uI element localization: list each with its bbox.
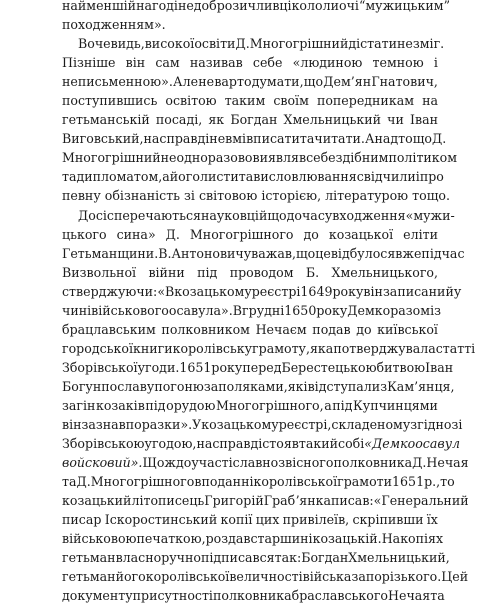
text-line (62, 548, 450, 567)
word: Богун (62, 378, 102, 394)
word: Д. (412, 455, 427, 471)
word: скріпивши (352, 512, 424, 528)
word: Цей (441, 569, 469, 585)
word: сам (155, 55, 180, 71)
word: думати, (251, 74, 304, 90)
word: грудні (242, 302, 285, 318)
word: нагоді (136, 0, 178, 13)
text-line (62, 34, 445, 53)
word: Виговський, (62, 131, 144, 147)
word: сина» (116, 226, 156, 242)
word: подав (312, 321, 351, 337)
word: його (115, 569, 146, 585)
word: Богдан (230, 112, 278, 128)
word: проводом (229, 264, 294, 280)
text-line (62, 396, 438, 415)
word: Купчинцями (353, 397, 438, 413)
word: неодноразово (160, 150, 253, 166)
word: собі (338, 436, 365, 452)
word: під (332, 397, 353, 413)
word: насправді (143, 131, 210, 147)
word: Нечая (388, 588, 431, 604)
word: та (430, 588, 445, 604)
word: літературою (325, 188, 409, 204)
word: Д. (235, 36, 250, 52)
word: войсковий». (62, 455, 143, 471)
word: та (62, 474, 77, 490)
word: свідчили (356, 169, 416, 185)
word: під (421, 245, 442, 261)
word: старшині (250, 531, 313, 547)
text-line (62, 320, 438, 339)
word: Многогрішного (90, 474, 195, 490)
word: за (203, 378, 219, 394)
word: Д. (76, 474, 91, 490)
word: писати (253, 131, 300, 147)
word: а (324, 397, 332, 413)
word: поступившись (62, 93, 158, 109)
word: козацькому (174, 283, 252, 299)
text-line (62, 567, 469, 586)
word: та (299, 131, 315, 147)
word: послав (101, 378, 147, 394)
word: полковником (161, 321, 250, 337)
word: А (364, 131, 375, 147)
text-line (62, 358, 454, 377)
word: Іван (410, 112, 438, 128)
word: високої (144, 36, 195, 52)
word: війська (302, 569, 352, 585)
word: й (258, 207, 268, 223)
word: надто (374, 131, 413, 147)
word: копіях (400, 531, 444, 547)
word: в (194, 474, 202, 490)
word: тощо. (412, 188, 450, 204)
word: освіти (194, 36, 236, 52)
word: На (381, 531, 401, 547)
word: згідно (410, 417, 452, 433)
word: угодою, (144, 436, 197, 452)
word: гетьманській (62, 112, 150, 128)
word: Нечая (426, 455, 469, 471)
word: Що (142, 455, 165, 471)
word: не (397, 36, 413, 52)
word: дипломатом, (76, 169, 163, 185)
word: листи (199, 169, 239, 185)
word: варто (214, 74, 252, 90)
word: еліти (403, 226, 438, 242)
text-line (62, 110, 438, 129)
word: недоброзичливці (177, 0, 292, 13)
text-line (62, 186, 450, 205)
word: з (380, 378, 388, 394)
word: реєстрі (251, 283, 301, 299)
word: Зборівської (62, 359, 138, 375)
text-line (62, 91, 438, 110)
text-line (62, 377, 455, 396)
word: обізнаність (104, 188, 181, 204)
word: зі (184, 188, 195, 204)
word: не (209, 131, 226, 147)
text-line (62, 491, 469, 510)
word: 1650 (284, 302, 317, 318)
word: Б. (305, 264, 320, 280)
word: Вочевидь, (78, 36, 145, 52)
word: книги (132, 340, 173, 356)
word: стояв (262, 436, 299, 452)
word: часу (301, 207, 333, 223)
word: загін (62, 397, 96, 413)
word: Богдан (301, 550, 349, 566)
word: записаний (382, 283, 454, 299)
word: Визвольної (62, 264, 137, 280)
text-line (62, 510, 438, 529)
word: що (295, 245, 316, 261)
word: В. (158, 245, 172, 261)
word: та (62, 169, 77, 185)
word: печаткою, (136, 531, 206, 547)
text-line (62, 434, 461, 453)
word: Демко (347, 302, 391, 318)
word: Антонович (171, 245, 244, 261)
word: війни (148, 264, 185, 280)
word: найменшій (62, 0, 137, 13)
word: Гнатович, (371, 74, 438, 90)
word: політиком (388, 150, 458, 166)
text-line (62, 415, 463, 434)
word: “мужицьким” (358, 0, 451, 13)
word: орудою (166, 397, 216, 413)
word: темною (372, 55, 424, 71)
word: 1651 (392, 474, 425, 490)
word: яка (309, 340, 334, 356)
word: Хмельницький, (348, 550, 450, 566)
word: відступали (307, 378, 381, 394)
word: козацькому (201, 417, 279, 433)
word: року (211, 359, 243, 375)
word: писав: (330, 493, 374, 509)
text-line (62, 339, 476, 358)
word: під (197, 264, 218, 280)
text-line (62, 586, 445, 605)
text-line (62, 53, 438, 72)
word: освітою (165, 93, 217, 109)
word: зміг. (412, 36, 445, 52)
word: королівської (253, 474, 338, 490)
word: Іван (425, 359, 454, 375)
word: до (176, 455, 192, 471)
word: «людиною (292, 55, 363, 71)
word: грамоти (337, 474, 393, 490)
word: козацької (328, 226, 394, 242)
word: р., (424, 474, 441, 490)
word: київської (377, 321, 438, 337)
word: статті (435, 340, 476, 356)
word: здібним (335, 150, 389, 166)
word: їх (426, 512, 438, 528)
word: входження (332, 207, 406, 223)
word: Іскоростинський (104, 512, 218, 528)
word: величності (229, 569, 303, 585)
word: уважав, (243, 245, 296, 261)
word: посаді, (155, 112, 203, 128)
word: битвою (376, 359, 426, 375)
word: час (441, 245, 465, 261)
word: «мужи- (405, 207, 455, 223)
word: Грабʼянка (263, 493, 331, 509)
word: світовою (198, 188, 258, 204)
word: копії (220, 512, 253, 528)
word: він (62, 417, 82, 433)
word: осавул (415, 436, 461, 452)
word: Досі (78, 207, 107, 223)
word: так: (274, 550, 302, 566)
word: погоню (154, 378, 204, 394)
word: а (162, 169, 170, 185)
text-line (62, 244, 465, 263)
word: вже (395, 245, 422, 261)
word: складеному (331, 417, 411, 433)
text-line (62, 282, 462, 301)
word: із (430, 302, 441, 318)
text-line (62, 0, 451, 15)
text-line (62, 263, 438, 282)
word: цих (255, 512, 280, 528)
word: називав (189, 55, 243, 71)
word: вмів (225, 131, 254, 147)
word: підписався (200, 550, 275, 566)
word: «Генеральний (373, 493, 469, 509)
word: і (415, 169, 420, 185)
word: полковника (333, 455, 413, 471)
word: 1649 (300, 283, 333, 299)
word: Д. (432, 131, 447, 147)
text-line (62, 72, 438, 91)
word: походженням». (62, 17, 166, 33)
word: науковці (200, 207, 259, 223)
word: то (440, 474, 455, 490)
word: осавула». (168, 302, 233, 318)
word: гетьман (62, 569, 116, 585)
word: чині (62, 302, 92, 318)
word: городської (62, 340, 133, 356)
text-line (62, 472, 455, 491)
word: такий (298, 436, 339, 452)
word: літописець (131, 493, 205, 509)
word: року (316, 302, 348, 318)
text-line (62, 167, 444, 186)
word: які (287, 378, 308, 394)
word: угоди. (137, 359, 180, 375)
word: поразки». (125, 417, 193, 433)
text-line (62, 148, 458, 167)
word: перед (242, 359, 282, 375)
word: В (232, 302, 243, 318)
word: Пізніше (62, 55, 116, 71)
word: королівську (172, 340, 253, 356)
word: та (238, 169, 254, 185)
text-line (62, 206, 455, 225)
word: про (419, 169, 444, 185)
word: ж (164, 455, 176, 471)
word: брацлавським (62, 321, 156, 337)
word: славнозвісного (232, 455, 334, 471)
word: Хмельницького, (331, 264, 438, 280)
text-line (62, 529, 444, 548)
word: присутності (132, 588, 213, 604)
word: себе (252, 55, 283, 71)
word: Берестецькою (281, 359, 377, 375)
word: У (192, 417, 202, 433)
word: Григорій (204, 493, 264, 509)
word: історією, (261, 188, 322, 204)
word: разом (390, 302, 431, 318)
word: до (356, 321, 372, 337)
word: зазнав (81, 417, 126, 433)
word: браславського (291, 588, 389, 604)
word: у (146, 378, 155, 394)
word: Многогрішний (62, 150, 161, 166)
word: Многогрішний (249, 36, 349, 52)
word: потверджувала (333, 340, 436, 356)
word: що (412, 131, 432, 147)
word: дістати (348, 36, 398, 52)
word: гетьман (62, 550, 116, 566)
word: він (363, 283, 383, 299)
text-line (62, 225, 438, 244)
text-line (62, 129, 447, 148)
word: королівської (145, 569, 230, 585)
word: попередникам (316, 93, 414, 109)
word: на (422, 93, 438, 109)
word: Кам’янця, (387, 378, 455, 394)
word: привілеїв, (282, 512, 350, 528)
word: Гетьманщини. (62, 245, 159, 261)
word: власноручно (115, 550, 201, 566)
word: Зборівською (62, 436, 145, 452)
word: не (198, 74, 215, 90)
word: як (208, 112, 225, 128)
word: і (433, 55, 438, 71)
word: таким (224, 93, 266, 109)
word: сперечаються (106, 207, 201, 223)
word: козаків (95, 397, 145, 413)
word: військовою (62, 531, 137, 547)
word: у (453, 283, 462, 299)
text-line (62, 301, 441, 320)
word: неписьменною». (62, 74, 173, 90)
word: військового (91, 302, 169, 318)
word: читати. (314, 131, 365, 147)
word: «В (157, 283, 175, 299)
word: Нечаєм (255, 321, 307, 337)
document-page (62, 0, 476, 606)
word: очі (339, 0, 359, 13)
word: козацький (62, 493, 132, 509)
word: його (169, 169, 200, 185)
word: грамоту, (252, 340, 310, 356)
word: він (125, 55, 146, 71)
word: полковника (212, 588, 292, 604)
word: це (315, 245, 331, 261)
word: поданні (201, 474, 254, 490)
word: поляками, (218, 378, 288, 394)
word: реєстрі, (278, 417, 332, 433)
word: чи (387, 112, 404, 128)
word: під (145, 397, 166, 413)
word: кололи (291, 0, 339, 13)
word: виявляв (252, 150, 307, 166)
text-line (62, 453, 469, 472)
word: «Демко (364, 436, 416, 452)
word: відбулося (330, 245, 396, 261)
word: роздав (205, 531, 251, 547)
word: запорізького. (351, 569, 442, 585)
word: що (303, 74, 324, 90)
word: Хмельницький (283, 112, 382, 128)
word: року (332, 283, 364, 299)
word: своїм (273, 93, 309, 109)
word: до (303, 226, 319, 242)
word: козацькій. (312, 531, 382, 547)
word: стверджуючи: (62, 283, 158, 299)
word: Д. (165, 226, 180, 242)
word: Дем’ян (323, 74, 372, 90)
word: цького (62, 226, 107, 242)
word: у (125, 588, 133, 604)
word: 1651 (179, 359, 212, 375)
text-line (62, 15, 438, 34)
word: Многогрішного (189, 226, 294, 242)
word: насправді (196, 436, 263, 452)
word: певну (62, 188, 101, 204)
word: документ (62, 588, 126, 604)
word: Але (173, 74, 199, 90)
word: щодо (267, 207, 302, 223)
word: висловлювання (253, 169, 357, 185)
word: участі (191, 455, 233, 471)
word: Многогрішного, (216, 397, 324, 413)
word: писар (62, 512, 102, 528)
word: зі (451, 417, 463, 433)
word: себе (306, 150, 336, 166)
